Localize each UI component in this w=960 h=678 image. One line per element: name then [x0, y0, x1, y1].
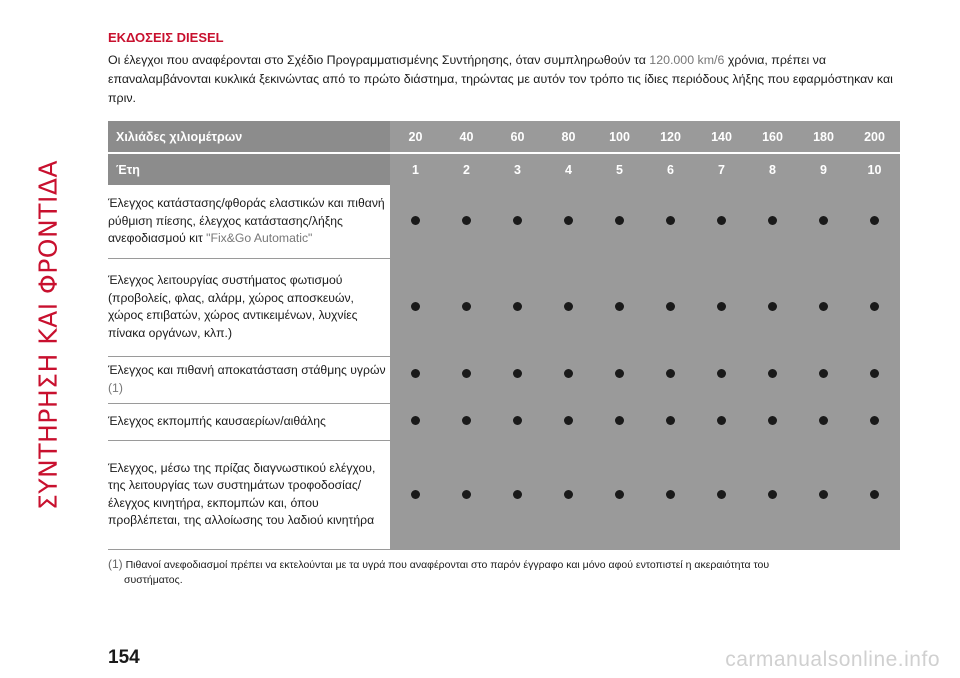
footnote-text: Πιθανοί ανεφοδιασμοί πρέπει να εκτελούνται με τα υγρά που αναφέρονται στο παρόν έγγραφο και μόνο αφού εντοπιστεί η ακεραιότητα του: [125, 559, 770, 571]
scheduled-dot-icon: [717, 416, 726, 425]
scheduled-dot-icon: [717, 490, 726, 499]
schedule-cell: [441, 356, 492, 403]
scheduled-dot-icon: [717, 369, 726, 378]
scheduled-dot-icon: [462, 490, 471, 499]
km-header-cell: 180: [798, 121, 849, 153]
schedule-cell: [492, 403, 543, 440]
scheduled-dot-icon: [462, 302, 471, 311]
schedule-cell: [798, 440, 849, 549]
row-description-highlight: (1): [108, 380, 123, 395]
scheduled-dot-icon: [870, 216, 879, 225]
row-description-text: Έλεγχος λειτουργίας συστήματος φωτισμού (προβολείς, φλας, αλάρμ, χώρος αποσκευών, χώρος επιβατών, χώρος αντικειμένων, λυχνίες πίνακα οργάνων, κλπ.): [108, 273, 358, 340]
table-row: [108, 258, 900, 356]
footnote-continuation: συστήματος.: [124, 574, 183, 586]
schedule-cell: [390, 356, 441, 403]
schedule-cell: [594, 403, 645, 440]
row-description-text: Έλεγχος, μέσω της πρίζας διαγνωστικού ελέγχου, της λειτουργίας των συστημάτων τροφοδοσίας/έλεγχος κινητήρα, εκπομπών και, όπου προβλέπεται, της αλλοίωσης του λαδιού κινητήρα: [108, 460, 376, 527]
scheduled-dot-icon: [870, 416, 879, 425]
scheduled-dot-icon: [411, 216, 420, 225]
schedule-cell: [696, 356, 747, 403]
scheduled-dot-icon: [666, 369, 675, 378]
years-header-label: Έτη: [108, 153, 390, 185]
scheduled-dot-icon: [411, 490, 420, 499]
scheduled-dot-icon: [717, 302, 726, 311]
scheduled-dot-icon: [513, 490, 522, 499]
schedule-cell: [747, 440, 798, 549]
scheduled-dot-icon: [666, 416, 675, 425]
footnote: [108, 557, 898, 588]
schedule-cell: [747, 258, 798, 356]
schedule-cell: [849, 440, 900, 549]
scheduled-dot-icon: [819, 490, 828, 499]
schedule-cell: [441, 185, 492, 258]
schedule-cell: [747, 185, 798, 258]
scheduled-dot-icon: [513, 416, 522, 425]
schedule-cell: [441, 258, 492, 356]
years-header-cell: 5: [594, 153, 645, 185]
scheduled-dot-icon: [615, 416, 624, 425]
schedule-cell: [747, 356, 798, 403]
scheduled-dot-icon: [768, 302, 777, 311]
years-header-cell: 4: [543, 153, 594, 185]
schedule-cell: [543, 258, 594, 356]
row-description-text: Έλεγχος εκπομπής καυσαερίων/αιθάλης: [108, 413, 326, 428]
schedule-cell: [594, 356, 645, 403]
km-header-cell: 120: [645, 121, 696, 153]
km-header-cell: 20: [390, 121, 441, 153]
schedule-cell: [441, 440, 492, 549]
scheduled-dot-icon: [462, 216, 471, 225]
schedule-cell: [798, 403, 849, 440]
schedule-cell: [849, 403, 900, 440]
scheduled-dot-icon: [411, 369, 420, 378]
table-row: [108, 403, 900, 440]
schedule-cell: [594, 440, 645, 549]
section-title: ΕΚΔΟΣΕΙΣ DIESEL: [108, 30, 224, 45]
scheduled-dot-icon: [870, 302, 879, 311]
schedule-cell: [594, 258, 645, 356]
schedule-cell: [798, 356, 849, 403]
row-description: [108, 258, 390, 356]
km-header-cell: 60: [492, 121, 543, 153]
scheduled-dot-icon: [717, 216, 726, 225]
schedule-cell: [849, 185, 900, 258]
years-header-cell: 8: [747, 153, 798, 185]
schedule-cell: [492, 440, 543, 549]
schedule-cell: [696, 440, 747, 549]
scheduled-dot-icon: [666, 490, 675, 499]
scheduled-dot-icon: [513, 369, 522, 378]
scheduled-dot-icon: [819, 416, 828, 425]
years-header-cell: 9: [798, 153, 849, 185]
km-header-cell: 140: [696, 121, 747, 153]
scheduled-dot-icon: [870, 369, 879, 378]
scheduled-dot-icon: [666, 302, 675, 311]
maintenance-schedule-table: [108, 121, 900, 550]
scheduled-dot-icon: [666, 216, 675, 225]
schedule-cell: [798, 258, 849, 356]
schedule-cell: [390, 185, 441, 258]
scheduled-dot-icon: [411, 302, 420, 311]
watermark: carmanualsonline.info: [725, 648, 940, 671]
schedule-cell: [696, 403, 747, 440]
scheduled-dot-icon: [513, 302, 522, 311]
schedule-cell: [747, 403, 798, 440]
schedule-cell: [390, 258, 441, 356]
km-header-cell: 100: [594, 121, 645, 153]
schedule-cell: [594, 185, 645, 258]
table-row: [108, 440, 900, 549]
schedule-cell: [849, 356, 900, 403]
table-row: [108, 185, 900, 258]
row-description: [108, 356, 390, 403]
years-header-cell: 6: [645, 153, 696, 185]
row-description-text: Έλεγχος κατάστασης/φθοράς ελαστικών και πιθανή ρύθμιση πίεσης, έλεγχος κατάστασης/λήξης ανεφοδιασμού κιτ: [108, 196, 385, 245]
scheduled-dot-icon: [564, 490, 573, 499]
schedule-cell: [543, 185, 594, 258]
schedule-cell: [390, 440, 441, 549]
side-section-title-text: ΣΥΝΤΗΡΗΣΗ ΚΑΙ ΦΡΟΝΤΙΔΑ: [33, 159, 63, 511]
km-header-cell: 160: [747, 121, 798, 153]
scheduled-dot-icon: [870, 490, 879, 499]
schedule-cell: [543, 356, 594, 403]
scheduled-dot-icon: [615, 216, 624, 225]
scheduled-dot-icon: [615, 302, 624, 311]
page-number: 154: [108, 647, 140, 668]
schedule-cell: [441, 403, 492, 440]
schedule-cell: [492, 258, 543, 356]
scheduled-dot-icon: [615, 490, 624, 499]
footnote-marker: (1): [108, 557, 123, 571]
years-header-cell: 10: [849, 153, 900, 185]
schedule-cell: [696, 258, 747, 356]
scheduled-dot-icon: [411, 416, 420, 425]
years-header-cell: 3: [492, 153, 543, 185]
years-header-cell: 7: [696, 153, 747, 185]
schedule-cell: [645, 185, 696, 258]
scheduled-dot-icon: [462, 369, 471, 378]
intro-text-start: Οι έλεγχοι που αναφέρονται στο Σχέδιο Προγραμματισμένης Συντήρησης, όταν συμπληρωθούν τα: [108, 53, 650, 67]
scheduled-dot-icon: [564, 369, 573, 378]
km-header-cell: 40: [441, 121, 492, 153]
schedule-cell: [543, 440, 594, 549]
schedule-cell: [645, 440, 696, 549]
schedule-cell: [696, 185, 747, 258]
schedule-body: [108, 185, 900, 549]
km-header-cell: 200: [849, 121, 900, 153]
scheduled-dot-icon: [819, 216, 828, 225]
years-header-cell: 2: [441, 153, 492, 185]
schedule-cell: [849, 258, 900, 356]
km-header-cell: 80: [543, 121, 594, 153]
schedule-cell: [798, 185, 849, 258]
row-description: [108, 185, 390, 258]
intro-text-end: χρόνια, πρέπει να επαναλαμβάνονται κυκλικά ξεκινώντας από το πρώτο διάστημα, τηρώντας με αυτόν τον τρόπο τις ίδιες περιόδους λήξης που εφαρμόστηκαν και πριν.: [108, 53, 893, 105]
scheduled-dot-icon: [564, 216, 573, 225]
row-description: [108, 440, 390, 549]
row-description: [108, 403, 390, 440]
schedule-cell: [645, 356, 696, 403]
schedule-cell: [645, 403, 696, 440]
km-header-row: [108, 121, 900, 153]
intro-paragraph: [108, 51, 900, 108]
scheduled-dot-icon: [768, 416, 777, 425]
scheduled-dot-icon: [564, 302, 573, 311]
schedule-cell: [543, 403, 594, 440]
km-header-label: Χιλιάδες χιλιομέτρων: [108, 121, 390, 153]
scheduled-dot-icon: [615, 369, 624, 378]
scheduled-dot-icon: [819, 302, 828, 311]
row-description-text: Έλεγχος και πιθανή αποκατάσταση στάθμης υγρών: [108, 363, 386, 377]
scheduled-dot-icon: [768, 369, 777, 378]
schedule-cell: [492, 185, 543, 258]
row-description-highlight: "Fix&Go Automatic": [206, 231, 313, 245]
scheduled-dot-icon: [564, 416, 573, 425]
scheduled-dot-icon: [462, 416, 471, 425]
years-header-cell: 1: [390, 153, 441, 185]
scheduled-dot-icon: [819, 369, 828, 378]
intro-interval-highlight: 120.000 km/6: [649, 53, 725, 67]
scheduled-dot-icon: [513, 216, 522, 225]
schedule-cell: [390, 403, 441, 440]
years-header-row: [108, 153, 900, 185]
schedule-cell: [492, 356, 543, 403]
scheduled-dot-icon: [768, 216, 777, 225]
scheduled-dot-icon: [768, 490, 777, 499]
table-row: [108, 356, 900, 403]
schedule-cell: [645, 258, 696, 356]
